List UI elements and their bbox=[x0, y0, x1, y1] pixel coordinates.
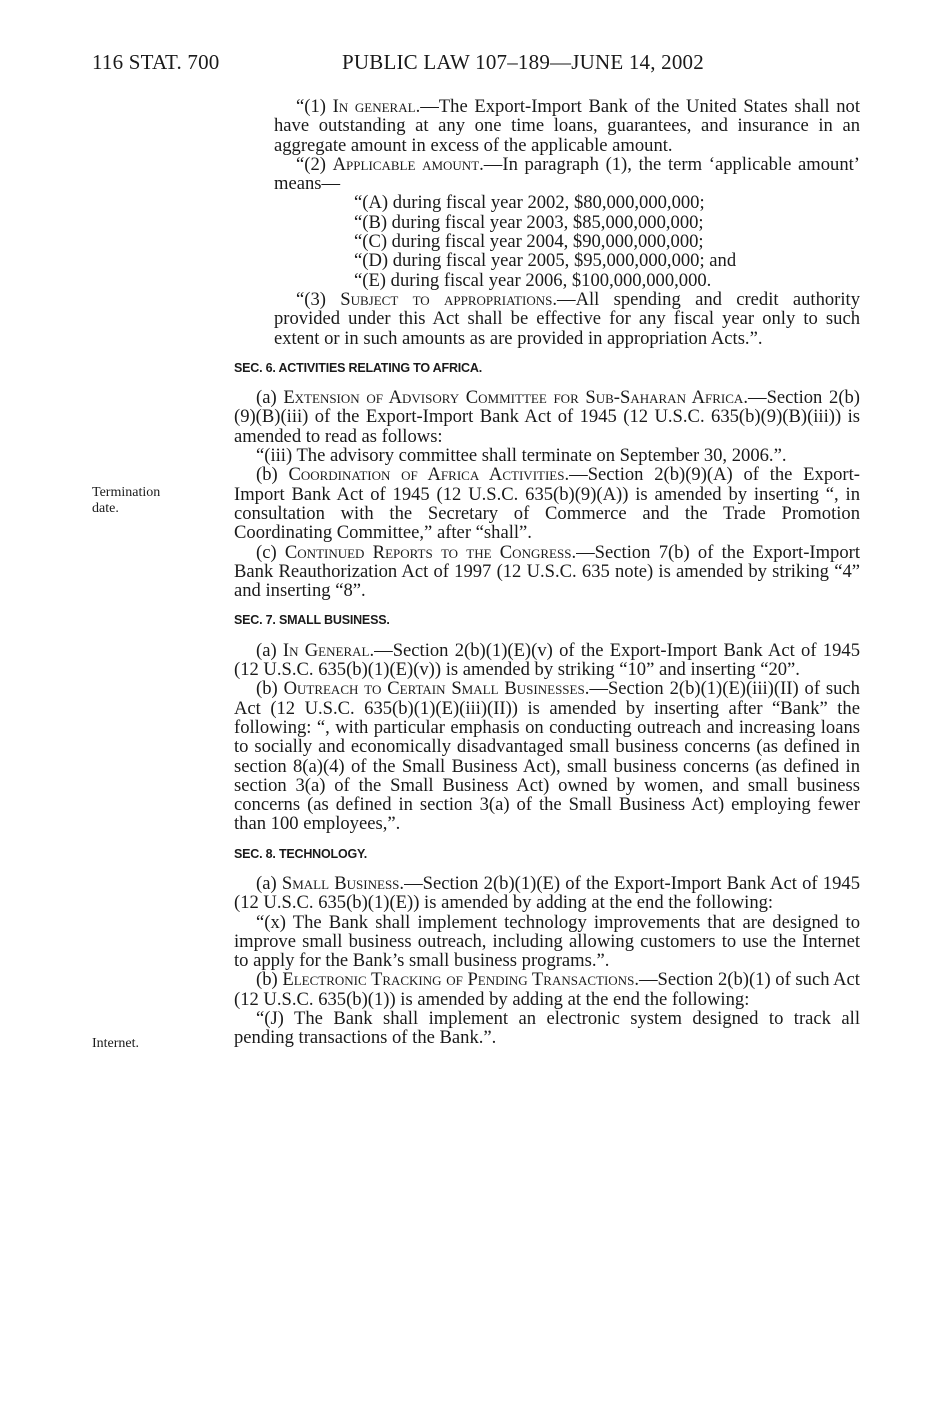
section-8-amendment-quote-j: “(J) The Bank shall implement an electronic system designed to track all pending transactions of the Bank.”. bbox=[234, 1008, 860, 1049]
fiscal-year-list bbox=[274, 193, 860, 289]
paragraph-heading: In general bbox=[332, 96, 416, 117]
paragraph-2: “(2) Applicable amount.—In paragraph (1), the term ‘applicable amount’ means— bbox=[274, 153, 860, 195]
section-6-amendment-quote: “(iii) The advisory committee shall terminate on September 30, 2006.”. bbox=[256, 445, 787, 467]
section-8-amendment-quote-x: “(x) The Bank shall implement technology improvements that are designed to improve small business outreach, including allowing customers to use the Internet to apply for the Bank’s small business programs.”. bbox=[234, 911, 860, 972]
margin-note-line: date. bbox=[92, 501, 119, 516]
paragraph-1: “(1) In general.—The Export-Import Bank of the United States shall not have outstanding at any one time loans, guarantees, and insurance in an aggregate amount in excess of the applicable amount. bbox=[274, 96, 860, 156]
subsection-heading: Small Business bbox=[281, 872, 400, 894]
subsection-heading: Electronic Tracking of Pending Transactions bbox=[282, 969, 635, 991]
section-6-subsection-c: (c) Continued Reports to the Congress.—Section 7(b) of the Export-Import Bank Reauthorization Act of 1997 (12 U.S.C. 635 note) is amended by striking “4” and inserting “8”. bbox=[234, 541, 860, 602]
section-7-heading: SEC. 7. SMALL BUSINESS. bbox=[234, 613, 390, 628]
document-body bbox=[234, 97, 860, 1048]
section-6-subsection-a: (a) Extension of Advisory Committee for Sub-Saharan Africa.—Section 2(b)(9)(B)(iii) of the Export-Import Bank Act of 1945 (12 U.S.C. 635(b)(9)(B)(iii)) is amended to read as follows: bbox=[234, 387, 860, 447]
paragraph-heading: Subject to appropriations bbox=[340, 288, 553, 310]
subsection-heading: Extension of Advisory Committee for Sub-Saharan Africa bbox=[283, 387, 744, 409]
subsection-heading: In General bbox=[282, 639, 370, 661]
list-item: “(A) during fiscal year 2002, $80,000,000,000; bbox=[354, 192, 705, 214]
section-8-subsection-a: (a) Small Business.—Section 2(b)(1)(E) of the Export-Import Bank Act of 1945 (12 U.S.C. 635(b)(1)(E)) is amended by adding at the end the following: bbox=[234, 872, 860, 914]
list-item: “(C) during fiscal year 2004, $90,000,000,000; bbox=[354, 231, 704, 253]
paragraph-3: “(3) Subject to appropriations.—All spending and credit authority provided under this Act shall be effective for any fiscal year only to such extent or in such amounts as are provided in appropriation Acts.”. bbox=[274, 288, 860, 349]
subsection-heading: Outreach to Certain Small Businesses bbox=[283, 678, 585, 700]
margin-note-internet: Internet. bbox=[92, 1036, 140, 1051]
section-8-subsection-b: (b) Electronic Tracking of Pending Transactions.—Section 2(b)(1) of such Act (12 U.S.C. 635(b)(1)) is amended by adding at the end the following: bbox=[234, 969, 860, 1010]
section-8-heading: SEC. 8. TECHNOLOGY. bbox=[234, 846, 368, 861]
subsection-heading: Coordination of Africa Activities bbox=[288, 464, 565, 486]
margin-note-termination-date bbox=[92, 485, 160, 517]
list-item: “(E) during fiscal year 2006, $100,000,000,000. bbox=[354, 269, 712, 291]
section-7-subsection-b: (b) Outreach to Certain Small Businesses.—Section 2(b)(1)(E)(iii)(II) of such Act (12 U.S.C. 635(b)(1)(E)(iii)(II)) is amended by inserting after “Bank” the following: “, with particular emphasis on conducting outreach and increasing loans to socially and economically disadvantaged small business concerns (as defined in section 8(a)(4) of the Small Business Act), small business concerns (as defined in section 3(a) of the Small Business Act) owned by women, and small business concerns (as defined in section 3(a) of the Small Business Act) employing fewer than 100 employees,”. bbox=[234, 678, 860, 835]
statute-page-citation: 116 STAT. 700 bbox=[92, 50, 220, 74]
section-6-subsection-b: (b) Coordination of Africa Activities.—Section 2(b)(9)(A) of the Export-Import Bank Act of 1945 (12 U.S.C. 635(b)(9)(A)) is amended by inserting “, in consultation with the Secretary of Commerce and the Trade Promotion Coordinating Committee,” after “shall”. bbox=[234, 464, 860, 544]
paragraph-heading: Applicable amount bbox=[332, 153, 480, 175]
list-item: “(D) during fiscal year 2005, $95,000,000,000; and bbox=[354, 250, 737, 272]
section-7-subsection-a: (a) In General.—Section 2(b)(1)(E)(v) of the Export-Import Bank Act of 1945 (12 U.S.C. 635(b)(1)(E)(v)) is amended by striking “10” and inserting “20”. bbox=[234, 639, 860, 681]
list-item: “(B) during fiscal year 2003, $85,000,000,000; bbox=[354, 211, 704, 233]
public-law-title: PUBLIC LAW 107–189—JUNE 14, 2002 bbox=[342, 50, 704, 74]
subsection-heading: Continued Reports to the Congress bbox=[284, 541, 572, 563]
amended-text-block bbox=[234, 97, 860, 348]
margin-note-line: Termination bbox=[92, 485, 161, 500]
section-6-heading: SEC. 6. ACTIVITIES RELATING TO AFRICA. bbox=[234, 360, 482, 375]
